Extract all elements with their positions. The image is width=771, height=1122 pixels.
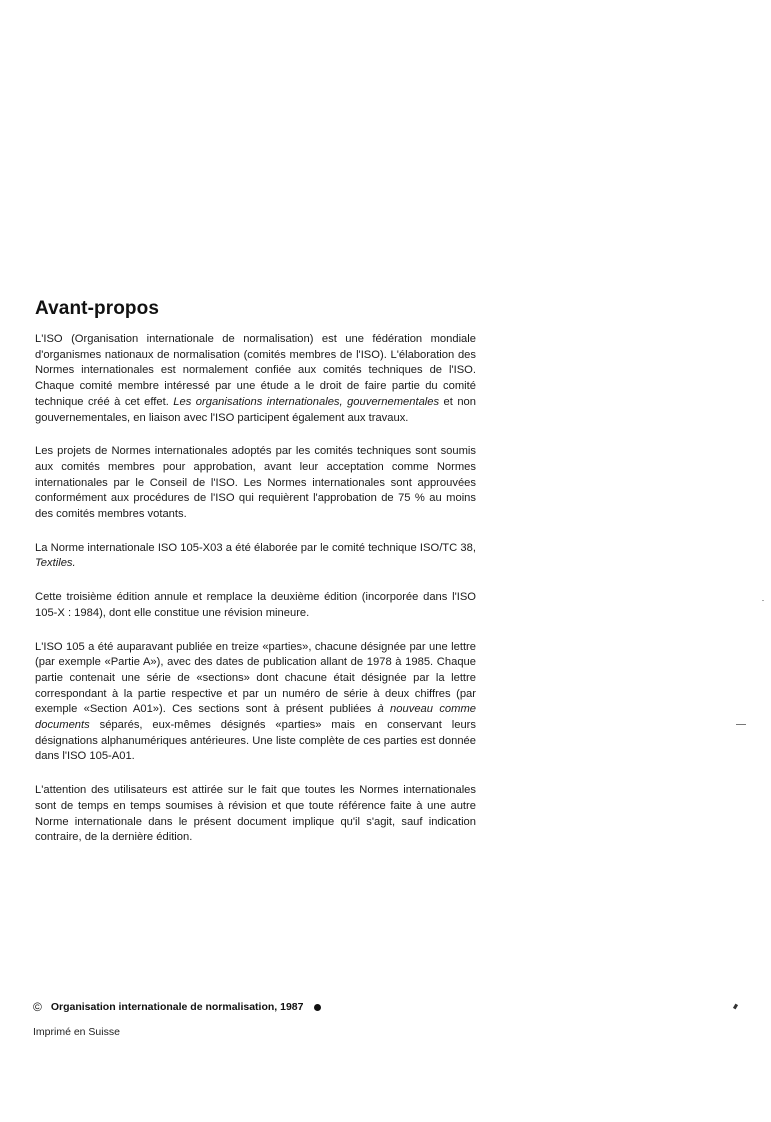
text-segment: et non gouvernementales, en liaison avec l'ISO participent également aux travaux. xyxy=(35,395,476,424)
text-segment-italic: Textiles. xyxy=(35,557,76,570)
text-segment: Les projets de Normes internationales adoptés par les comités techniques sont soumis aux comités membres pour approbation, avant leur acceptation comme Normes internationales par le Conseil de l'ISO. Les Normes internationales sont approuvées conformément aux procédures de l'ISO qui requièrent l'approbation de 75 % au moins des comités membres votants. xyxy=(35,445,476,521)
text-segment: séparés, eux-mêmes désignés «parties» mais en conservant leurs désignations alphanumériques antérieures. Une liste complète de ces parties est donnée dans l'ISO 105-A01. xyxy=(35,719,476,763)
paragraph-edition xyxy=(35,590,476,621)
paragraph-history xyxy=(35,640,476,766)
printed-in: Imprimé en Suisse xyxy=(33,1026,120,1038)
paragraph-iso-intro xyxy=(35,332,476,426)
text-segment: L'ISO (Organisation internationale de normalisation) est une fédération mondiale d'organismes nationaux de normalisation (comités membres de l'ISO). L'élaboration des Normes internationales est normalement confiée aux comités techniques de l'ISO. Chaque comité membre intéressé par une étude a le droit de faire partie du comité technique créé à cet effet. xyxy=(35,333,476,408)
scan-mark xyxy=(733,1004,738,1010)
page-title: Avant-propos xyxy=(35,298,159,319)
text-segment-italic: à nouveau comme documents xyxy=(35,703,476,732)
copyright-icon: © xyxy=(33,1000,42,1014)
paragraph-revision-notice xyxy=(35,783,476,846)
copyright-line xyxy=(33,1000,321,1014)
copyright-text: Organisation internationale de normalisation, 1987 xyxy=(50,1001,304,1013)
scan-mark xyxy=(762,600,764,601)
bullet-icon xyxy=(314,1004,321,1011)
text-segment: L'attention des utilisateurs est attirée sur le fait que toutes les Normes internationales sont de temps en temps soumises à révision et que toute référence faite à une autre Norme internationale dans le présent document implique qu'il s'agit, sauf indication contraire, de la dernière édition. xyxy=(35,784,476,844)
text-segment: L'ISO 105 a été auparavant publiée en treize «parties», chacune désignée par une lettre (par exemple «Partie A»), avec des dates de publication allant de 1978 à 1985. Chaque partie contenait une série de «sections» dont chacune était désignée par la lettre correspondant à la partie respective et par un numéro de série à deux chiffres (par exemple «Section A01»). Ces sections sont à présent publiées xyxy=(35,640,476,716)
paragraph-approval xyxy=(35,444,476,523)
text-segment-italic: Les organisations internationales, gouvernementales xyxy=(173,395,440,408)
body-text xyxy=(35,332,476,864)
text-segment: La Norme internationale ISO 105-X03 a été élaborée par le comité technique ISO/TC 38, xyxy=(35,541,476,554)
scan-mark xyxy=(736,724,746,725)
paragraph-committee xyxy=(35,541,476,572)
text-segment: Cette troisième édition annule et remplace la deuxième édition (incorporée dans l'ISO 105-X : 1984), dont elle constitue une révision mineure. xyxy=(35,591,476,619)
